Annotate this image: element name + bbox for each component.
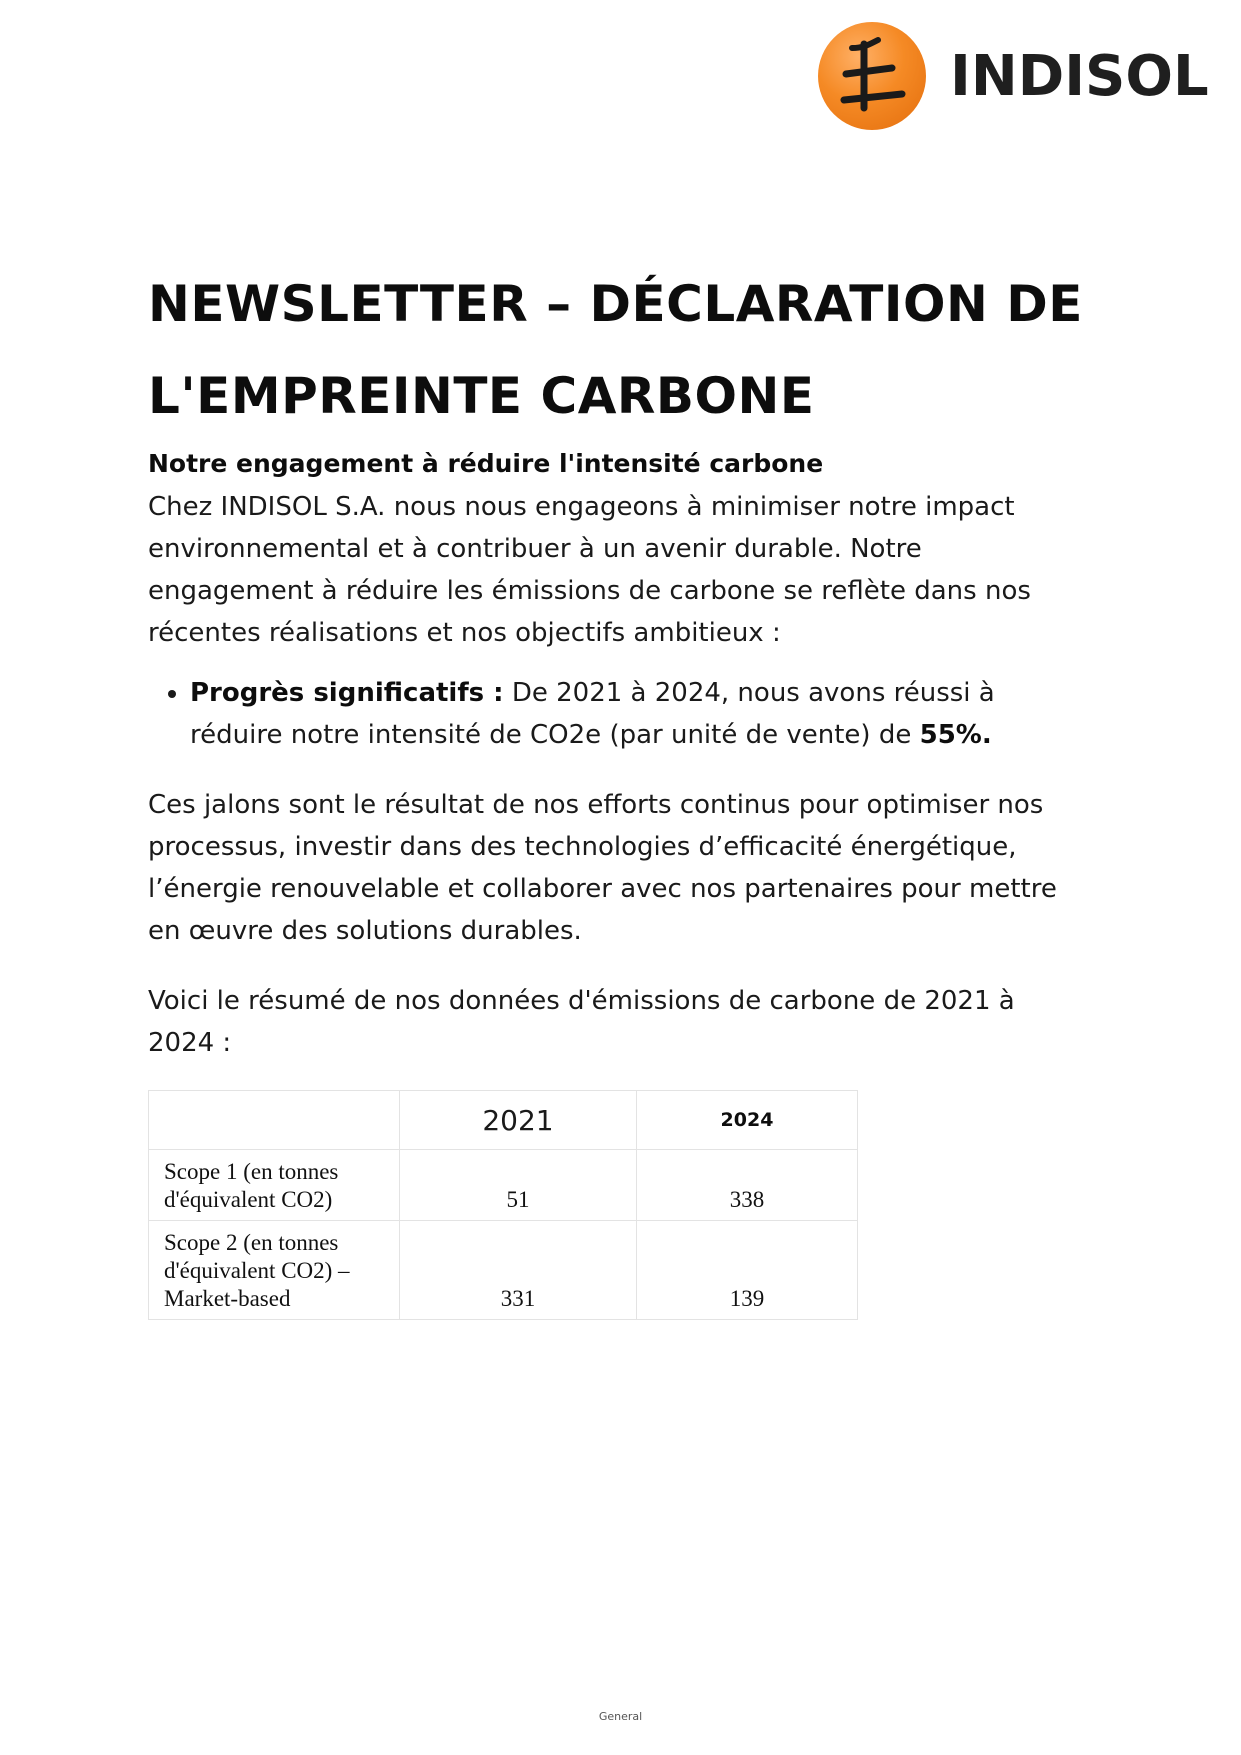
table-header-2024: 2024 [637,1091,858,1150]
indisol-logo-icon [818,22,926,130]
achievements-list [148,672,1088,756]
summary-intro-paragraph: Voici le résumé de nos données d'émissions de carbone de 2021 à 2024 : [148,986,1015,1058]
company-logo [818,20,1218,132]
table-row [149,1221,858,1320]
bullet-highlight: 55%. [919,720,992,750]
table-cell-value: 139 [637,1221,858,1320]
table-cell-label: Scope 2 (en tonnes d'équivalent CO2) – Market-based [149,1221,400,1320]
table-cell-value: 331 [400,1221,637,1320]
emissions-table [148,1090,858,1320]
bullet-text: De 2021 à 2024, nous avons réussi à réduire notre intensité de CO2e (par unité de vente) de [190,678,995,750]
table-cell-value: 51 [400,1150,637,1221]
page-title [148,258,1088,442]
title-line-1: NEWSLETTER – DÉCLARATION DE [148,275,1083,333]
table-header-row [149,1091,858,1150]
table-row [149,1150,858,1221]
footer-classification-label: General [598,1710,643,1723]
section-subtitle: Notre engagement à réduire l'intensité carbone [148,449,824,478]
list-item [190,672,1088,756]
intro-paragraph: Chez INDISOL S.A. nous nous engageons à minimiser notre impact environnemental et à contribuer à un avenir durable. Notre engagement à réduire les émissions de carbone se reflète dans nos récentes réalisations et nos objectifs ambitieux : [148,492,1031,648]
efforts-paragraph: Ces jalons sont le résultat de nos efforts continus pour optimiser nos processus, investir dans des technologies d’efficacité énergétique, l’énergie renouvelable et collaborer avec nos partenaires pour mettre en œuvre des solutions durables. [148,790,1057,946]
logo-text: INDISOL [950,43,1209,109]
title-line-2: L'EMPREINTE CARBONE [148,367,815,425]
table-header-empty [149,1091,400,1150]
bullet-label: Progrès significatifs : [190,678,504,708]
table-cell-label: Scope 1 (en tonnes d'équivalent CO2) [149,1150,400,1221]
table-cell-value: 338 [637,1150,858,1221]
table-header-2021: 2021 [400,1091,637,1150]
newsletter-content [148,258,1088,1320]
